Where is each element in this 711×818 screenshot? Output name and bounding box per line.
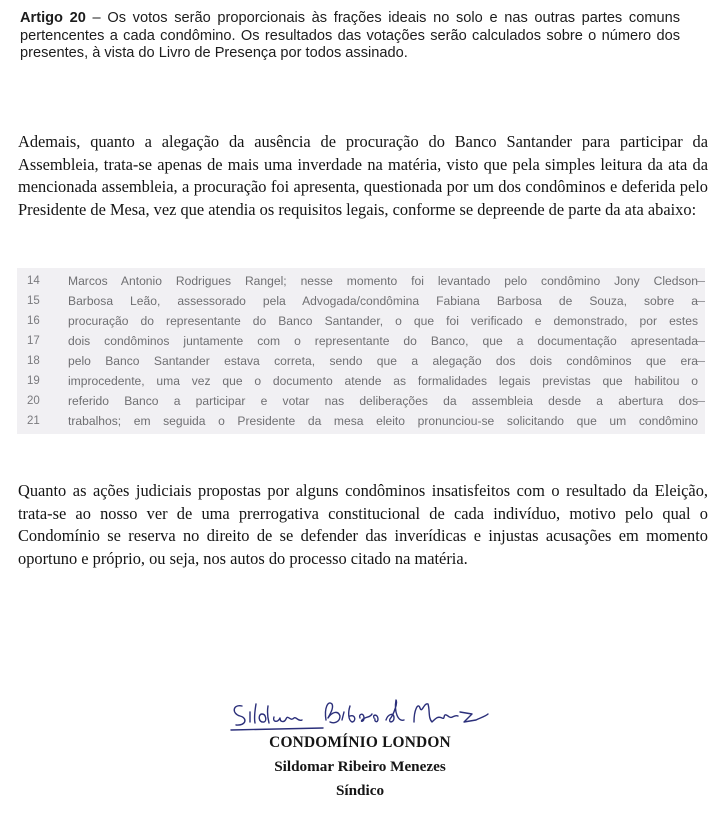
line-number: 19 [27,375,40,387]
organization-name: CONDOMÍNIO LONDON [269,734,451,751]
line-text: trabalhos; em seguida o Presidente da mesa eleito pronunciou-se solicitando que um condômino [68,414,698,428]
excerpt-line [17,291,705,311]
line-text: referido Banco a participar e votar nas deliberações da assembleia desde a abertura dos [68,394,698,408]
margin-dash [697,281,705,282]
line-text: Marcos Antonio Rodrigues Rangel; nesse momento foi levantado pelo condômino Jony Cledson [68,274,698,288]
excerpt-line [17,331,705,351]
acoes-judiciais-paragraph: Quanto as ações judiciais propostas por alguns condôminos insatisfeitos com o resultado da Eleição, trata-se ao nosso ver de uma prerrogativa constitucional de cada indivíduo, motivo pelo qual o Condomínio se reserva no direito de se defender das inverídicas e injustas acusações em momento oportuno e próprio, ou seja, nos autos do processo citado na matéria. [18,481,708,569]
line-number: 16 [27,315,40,327]
excerpt-line [17,391,705,411]
margin-dash [697,361,705,362]
excerpt-line [17,351,705,371]
line-number: 21 [27,415,40,427]
line-number: 15 [27,295,40,307]
line-text: pelo Banco Santander estava correta, sendo que a alegação dos dois condôminos que era [68,354,698,368]
procuracao-paragraph: Ademais, quanto a alegação da ausência de procuração do Banco Santander para participar da Assembleia, trata-se apenas de mais uma inverdade na matéria, visto que pela simples leitura da ata da mencionada assembleia, a procuração foi apresenta, questionada por um dos condôminos e deferida pelo Presidente de Mesa, vez que atendia os requisitos legais, conforme se depreende de parte da ata abaixo: [18,132,708,220]
minutes-excerpt [17,268,705,434]
artigo-20-paragraph [20,10,680,63]
line-number: 17 [27,335,40,347]
margin-dash [697,401,705,402]
artigo-text: – Os votos serão proporcionais às frações ideais no solo e nas outras partes comuns pertencentes a cada condômino. Os resultados das votações serão calculados sobre o número dos presentes, à vista do Livro de Presença por todos assinado. [20,10,681,61]
excerpt-line [17,411,705,431]
handwritten-signature [228,692,548,740]
excerpt-line [17,371,705,391]
excerpt-line [17,271,705,291]
line-number: 14 [27,275,40,287]
margin-dash [697,341,705,342]
signatory-name: Sildomar Ribeiro Menezes [274,758,446,775]
line-text: improcedente, uma vez que o documento atende as formalidades legais previstas que habilitou o [68,374,698,388]
line-number: 20 [27,395,40,407]
line-text: dois condôminos juntamente com o representante do Banco, que a documentação apresentada [68,334,698,348]
line-text: procuração do representante do Banco Santander, o que foi verificado e demonstrado, por estes [68,314,698,328]
excerpt-line [17,311,705,331]
signatory-role: Síndico [335,782,385,799]
line-number: 18 [27,355,40,367]
artigo-label: Artigo 20 [20,10,86,26]
margin-dash [697,301,705,302]
line-text: Barbosa Leão, assessorado pela Advogada/condômina Fabiana Barbosa de Souza, sobre a [68,294,698,308]
